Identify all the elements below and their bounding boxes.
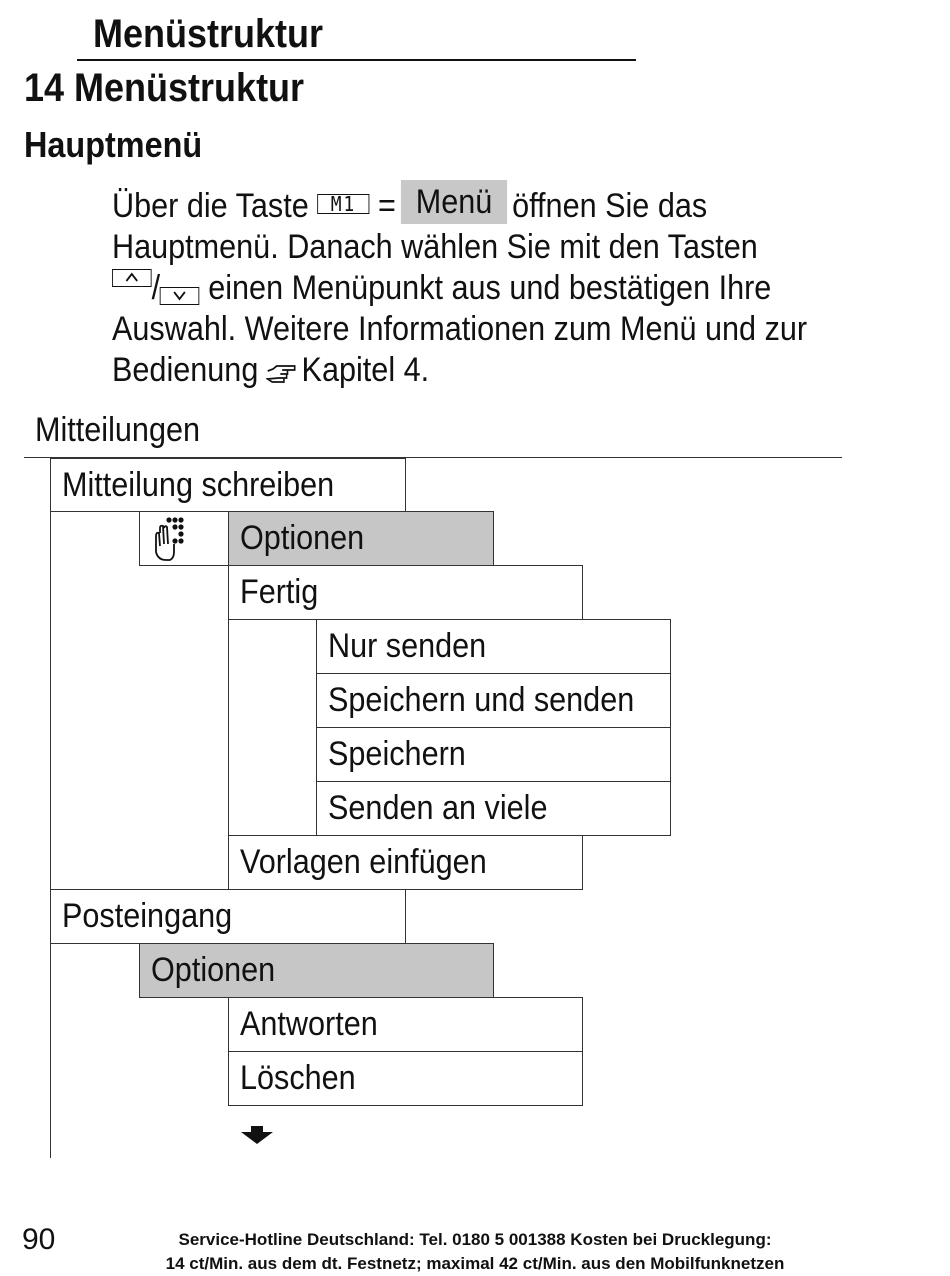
menu-item-save-and-send[interactable]: Speichern und senden <box>316 673 671 728</box>
running-header-title: Menüstruktur <box>93 12 324 56</box>
menu-item-options-2[interactable]: Optionen <box>139 943 494 998</box>
menu-item-insert-templates[interactable]: Vorlagen einfügen <box>228 835 583 890</box>
arrow-down-key-icon <box>160 287 200 305</box>
menu-item-delete[interactable]: Löschen <box>228 1051 583 1106</box>
group-label-mitteilungen: Mitteilungen <box>35 411 201 449</box>
equals-sign: = <box>378 187 396 225</box>
intro-line-2: Hauptmenü. Danach wählen Sie mit den Tasten <box>112 228 758 266</box>
footer-line-2: 14 ct/Min. aus dem dt. Festnetz; maximal 42 ct/Min. aus den Mobilfunknetzen <box>165 1254 785 1273</box>
menu-item-options-1[interactable]: Optionen <box>228 511 494 566</box>
intro-text: einen Menüpunkt aus und bestätigen Ihre <box>208 269 772 307</box>
chapter-title: 14 Menüstruktur <box>24 66 305 110</box>
menu-item-reply[interactable]: Antworten <box>228 997 583 1052</box>
pointing-hand-icon <box>266 354 298 395</box>
intro-line-5 <box>112 350 796 395</box>
arrow-up-key-icon <box>112 269 152 287</box>
menu-item-done[interactable]: Fertig <box>228 565 583 620</box>
menu-item-send-to-many[interactable]: Senden an viele <box>316 781 671 836</box>
sub-branch-line <box>228 619 229 836</box>
intro-text: Bedienung <box>112 351 259 389</box>
tree-trunk-line <box>50 458 51 1158</box>
intro-text: Über die Taste <box>112 187 309 225</box>
intro-line-1 <box>112 180 796 227</box>
header-rule <box>77 59 636 61</box>
slash: / <box>151 269 161 307</box>
menu-item-send-only[interactable]: Nur senden <box>316 619 671 674</box>
intro-text: öffnen Sie das <box>512 187 708 225</box>
m1-key-icon: M1 <box>317 194 369 214</box>
footer-hotline <box>150 1228 800 1276</box>
menu-item-write-message[interactable]: Mitteilung schreiben <box>50 458 406 512</box>
intro-paragraph <box>112 180 808 395</box>
menu-item-inbox[interactable]: Posteingang <box>50 889 406 944</box>
section-title: Hauptmenü <box>24 124 203 165</box>
keypad-cell <box>139 511 229 566</box>
menu-item-save[interactable]: Speichern <box>316 727 671 782</box>
menu-softkey: Menü <box>401 180 506 224</box>
footer-line-1: Service-Hotline Deutschland: Tel. 0180 5 001388 Kosten bei Drucklegung: <box>178 1230 772 1249</box>
continue-arrow-down-icon <box>240 1126 274 1146</box>
page-number: 90 <box>22 1223 56 1256</box>
intro-text: Kapitel 4. <box>301 351 430 389</box>
intro-line-4: Auswahl. Weitere Informationen zum Menü und zur <box>112 310 808 348</box>
keypad-hand-icon <box>152 516 188 562</box>
intro-line-3 <box>112 268 796 309</box>
